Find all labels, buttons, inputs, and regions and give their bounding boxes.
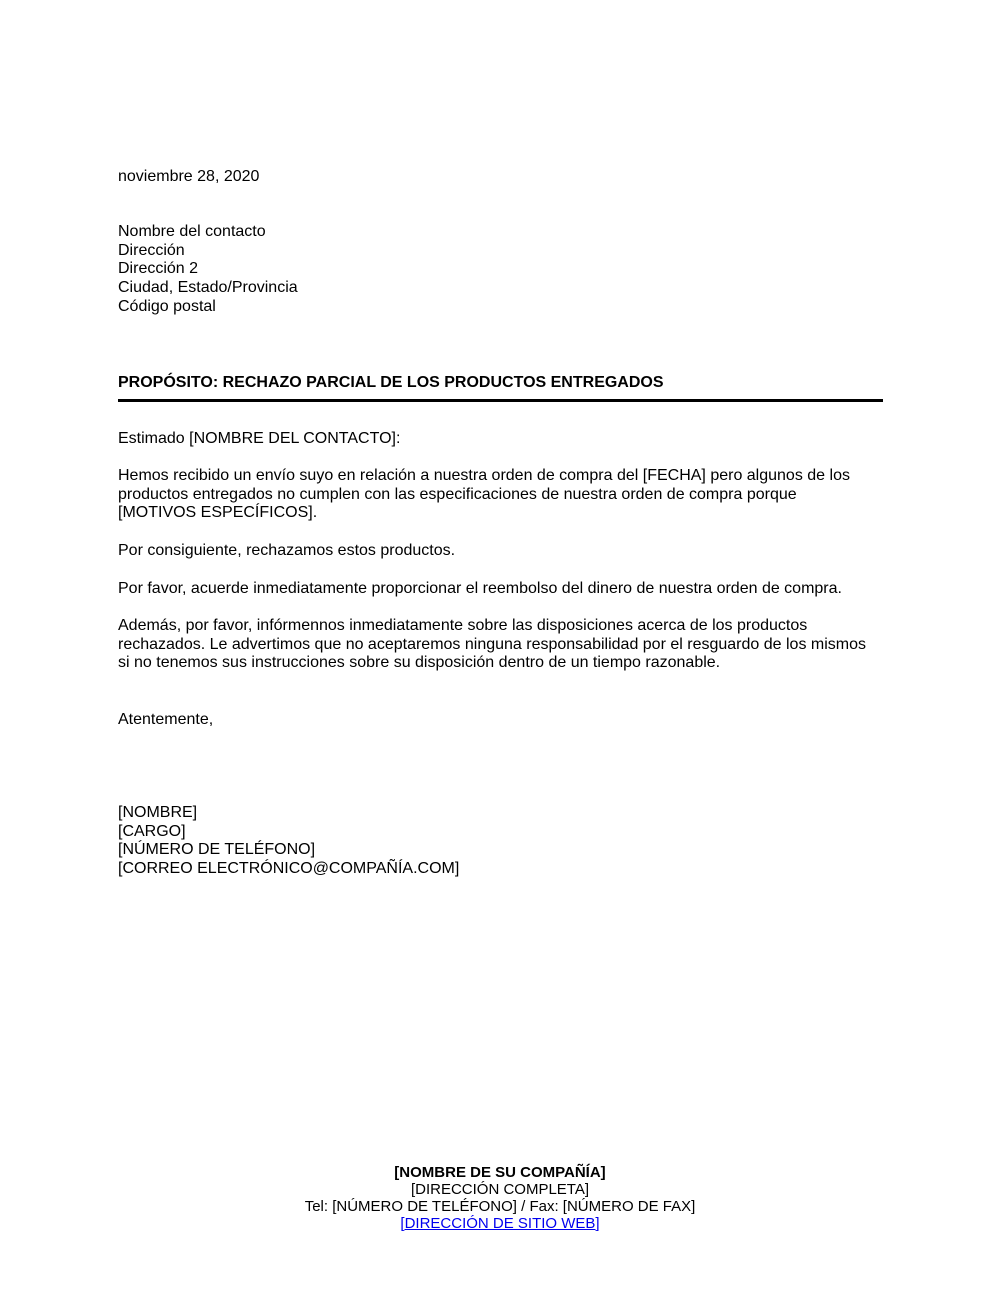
- footer-company-name: [NOMBRE DE SU COMPAÑÍA]: [394, 1164, 606, 1181]
- paragraph-line: [MOTIVOS ESPECÍFICOS].: [118, 504, 318, 522]
- recipient-address2: Dirección 2: [118, 260, 199, 278]
- body-paragraph-4: [118, 617, 888, 673]
- recipient-address1: Dirección: [118, 241, 185, 259]
- recipient-name: Nombre del contacto: [118, 223, 266, 240]
- paragraph-line: Hemos recibido un envío suyo en relación a nuestra orden de compra del [FECHA] pero algunos de los: [118, 467, 850, 484]
- subject-divider: [118, 399, 883, 402]
- salutation: Estimado [NOMBRE DEL CONTACTO]:: [118, 430, 401, 447]
- recipient-city-state: Ciudad, Estado/Provincia: [118, 279, 298, 297]
- paragraph-line: Por favor, acuerde inmediatamente proporcionar el reembolso del dinero de nuestra orden de compra.: [118, 580, 842, 597]
- paragraph-line: si no tenemos sus instrucciones sobre su disposición dentro de un tiempo razonable.: [118, 654, 721, 672]
- signature-block: [118, 804, 888, 879]
- company-footer: [0, 1164, 1000, 1232]
- recipient-postal-code: Código postal: [118, 297, 216, 315]
- body-paragraph-1: [118, 467, 888, 523]
- footer-website-link[interactable]: [DIRECCIÓN DE SITIO WEB]: [400, 1215, 600, 1232]
- paragraph-line: productos entregados no cumplen con las especificaciones de nuestra orden de compra porque: [118, 485, 797, 503]
- body-paragraph-3: [118, 580, 888, 599]
- paragraph-line: Por consiguiente, rechazamos estos productos.: [118, 542, 456, 559]
- signature-phone: [NÚMERO DE TELÉFONO]: [118, 841, 316, 859]
- signature-title: [CARGO]: [118, 822, 186, 840]
- letter-date: noviembre 28, 2020: [118, 168, 260, 185]
- footer-contact: Tel: [NÚMERO DE TELÉFONO] / Fax: [NÚMERO DE FAX]: [304, 1198, 696, 1215]
- paragraph-line: rechazados. Le advertimos que no aceptaremos ninguna responsabilidad por el resguardo de los mismos: [118, 635, 866, 653]
- recipient-address: [118, 223, 888, 317]
- signature-name: [NOMBRE]: [118, 804, 198, 821]
- signature-email: [CORREO ELECTRÓNICO@COMPAÑÍA.COM]: [118, 860, 460, 878]
- paragraph-line: Además, por favor, infórmennos inmediatamente sobre las disposiciones acerca de los productos: [118, 617, 808, 634]
- closing: Atentemente,: [118, 711, 214, 728]
- subject-heading: PROPÓSITO: RECHAZO PARCIAL DE LOS PRODUCTOS ENTREGADOS: [118, 374, 664, 391]
- footer-address: [DIRECCIÓN COMPLETA]: [410, 1181, 590, 1198]
- body-paragraph-2: [118, 542, 888, 561]
